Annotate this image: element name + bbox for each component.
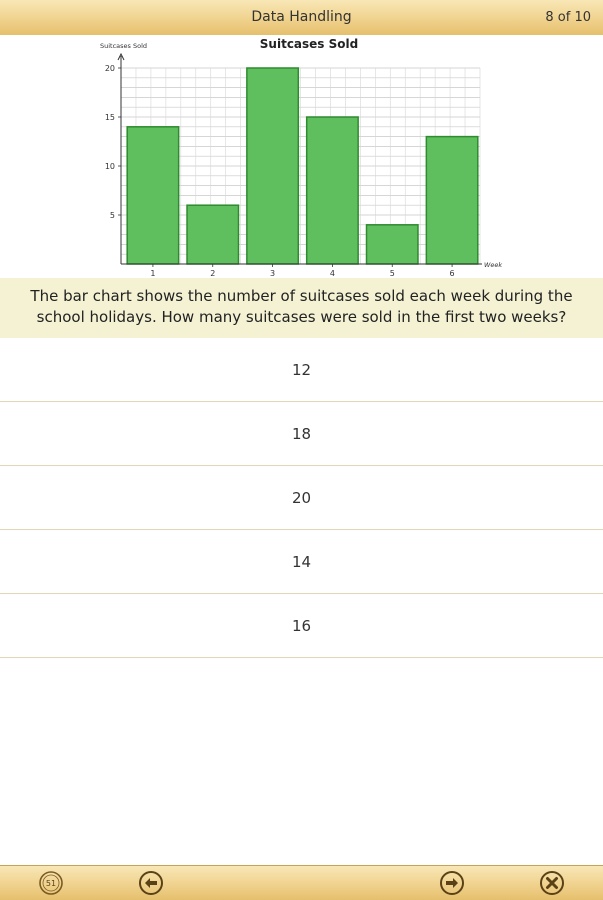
top-bar <box>0 0 603 36</box>
x-tick-label: 2 <box>210 269 216 278</box>
x-tick-label: 6 <box>449 269 455 278</box>
y-tick-label: 5 <box>109 211 115 220</box>
answer-option[interactable]: 16 <box>0 594 603 658</box>
chart-area <box>0 35 603 278</box>
bar-chart <box>0 35 603 278</box>
x-tick-label: 4 <box>329 269 335 278</box>
bar-week-3 <box>247 68 298 264</box>
bar-week-5 <box>367 225 418 264</box>
answer-option[interactable]: 20 <box>0 466 603 530</box>
score-badge-icon[interactable] <box>38 870 64 896</box>
x-tick-label: 1 <box>150 269 156 278</box>
question-text: The bar chart shows the number of suitcases sold each week during the school holidays. How many suitcases were sold in the first two weeks? <box>0 278 603 338</box>
answer-option[interactable]: 18 <box>0 402 603 466</box>
chart-title: Suitcases Sold <box>259 37 359 51</box>
bar-week-6 <box>426 137 477 264</box>
bar-week-4 <box>307 117 358 264</box>
y-tick-label: 15 <box>104 113 115 122</box>
question-progress: 8 of 10 <box>545 10 591 25</box>
bottom-toolbar <box>0 865 603 900</box>
score-badge-text: 51 <box>45 879 57 888</box>
arrow-right-icon[interactable] <box>439 870 465 896</box>
answer-option[interactable]: 14 <box>0 530 603 594</box>
x-tick-label: 5 <box>389 269 395 278</box>
answer-list <box>0 338 603 658</box>
bar-week-1 <box>127 127 178 264</box>
bar-week-2 <box>187 205 238 264</box>
page-title: Data Handling <box>251 9 352 25</box>
close-icon[interactable] <box>539 870 565 896</box>
answer-option[interactable]: 12 <box>0 338 603 402</box>
arrow-left-icon[interactable] <box>138 870 164 896</box>
y-tick-label: 20 <box>104 64 115 73</box>
y-axis-label: Suitcases Sold <box>100 42 148 50</box>
x-axis-label: Week <box>484 261 503 269</box>
x-tick-label: 3 <box>270 269 276 278</box>
y-tick-label: 10 <box>104 162 115 171</box>
